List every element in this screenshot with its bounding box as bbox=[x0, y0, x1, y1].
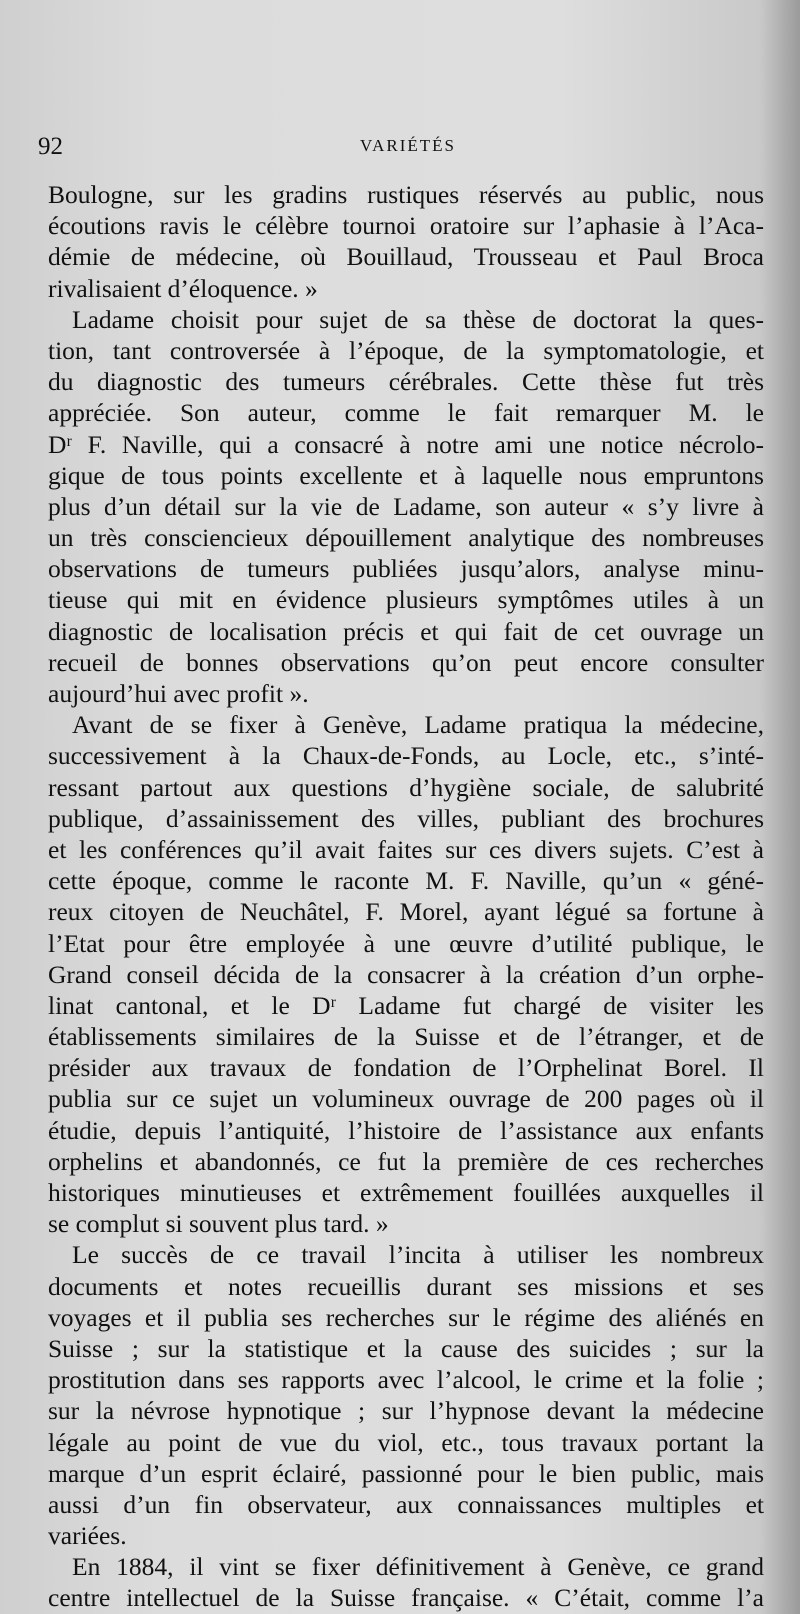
text-line: Boulogne, sur les gradins rustiques réservés au public, nous bbox=[48, 180, 764, 209]
text-line: Avant de se fixer à Genève, Ladame pratiqua la médecine, bbox=[72, 710, 764, 740]
text-line: documents et notes recueillis durant ses missions et ses bbox=[48, 1271, 764, 1301]
text-line: l’Etat pour être employée à une œuvre d’utilité publique, le bbox=[48, 928, 764, 958]
text-line: diagnostic de localisation précis et qui fait de cet ouvrage un bbox=[48, 616, 764, 646]
running-head: VARIÉTÉS bbox=[360, 136, 456, 155]
text-line: appréciée. Son auteur, comme le fait remarquer M. le bbox=[48, 398, 764, 428]
text-line: et les conférences qu’il avait faites sur ces divers sujets. C’est à bbox=[48, 834, 764, 864]
text-line: publique, d’assainissement des villes, publiant des brochures bbox=[48, 803, 764, 833]
text-line: démie de médecine, où Bouillaud, Trousseau et Paul Broca bbox=[48, 242, 764, 272]
text-line: centre intellectuel de la Suisse française. « C’était, comme l’a bbox=[48, 1583, 764, 1613]
page-number: 92 bbox=[38, 133, 63, 160]
text-line: Suisse ; sur la statistique et la cause des suicides ; sur la bbox=[48, 1333, 764, 1363]
text-line: Ladame choisit pour sujet de sa thèse de doctorat la ques- bbox=[72, 304, 764, 334]
text-line: En 1884, il vint se fixer définitivement à Genève, ce grand bbox=[72, 1552, 764, 1582]
text-line: légale au point de vue du viol, etc., tous travaux portant la bbox=[48, 1427, 764, 1457]
text-line: étudie, depuis l’antiquité, l’histoire de l’assistance aux enfants bbox=[48, 1115, 764, 1145]
page-header bbox=[38, 132, 778, 172]
body-text bbox=[48, 179, 764, 1614]
text-line: variées. bbox=[48, 1521, 127, 1551]
text-line: se complut si souvent plus tard. » bbox=[48, 1209, 389, 1239]
text-line: tieuse qui mit en évidence plusieurs symptômes utiles à un bbox=[48, 585, 764, 615]
text-line: successivement à la Chaux-de-Fonds, au Locle, etc., s’inté- bbox=[48, 741, 764, 771]
text-line: prostitution dans ses rapports avec l’alcool, le crime et la folie ; bbox=[48, 1365, 764, 1395]
text-line: présider aux travaux de fondation de l’Orphelinat Borel. Il bbox=[48, 1053, 764, 1083]
text-line: linat cantonal, et le Dʳ Ladame fut chargé de visiter les bbox=[48, 990, 764, 1020]
text-line: Grand conseil décida de la consacrer à la création d’un orphe- bbox=[48, 959, 764, 989]
text-line: cette époque, comme le raconte M. F. Naville, qu’un « géné- bbox=[48, 866, 764, 896]
text-line: du diagnostic des tumeurs cérébrales. Cette thèse fut très bbox=[48, 367, 764, 397]
text-line: tion, tant controversée à l’époque, de la symptomatologie, et bbox=[48, 335, 764, 365]
text-line: établissements similaires de la Suisse et de l’étranger, et de bbox=[48, 1022, 764, 1052]
text-line: sur la névrose hypnotique ; sur l’hypnose devant la médecine bbox=[48, 1396, 764, 1426]
text-line: orphelins et abandonnés, ce fut la première de ces recherches bbox=[48, 1146, 764, 1176]
text-line: recueil de bonnes observations qu’on peut encore consulter bbox=[48, 647, 764, 677]
text-line: reux citoyen de Neuchâtel, F. Morel, ayant légué sa fortune à bbox=[48, 897, 764, 927]
text-line: historiques minutieuses et extrêmement fouillées auxquelles il bbox=[48, 1178, 764, 1207]
text-line: marque d’un esprit éclairé, passionné pour le bien public, mais bbox=[48, 1458, 764, 1488]
text-line: rivalisaient d’éloquence. » bbox=[48, 273, 318, 303]
text-line: plus d’un détail sur la vie de Ladame, son auteur « s’y livre à bbox=[48, 491, 764, 521]
text-line: observations de tumeurs publiées jusqu’alors, analyse minu- bbox=[48, 554, 764, 584]
text-line: aujourd’hui avec profit ». bbox=[48, 679, 309, 708]
text-line: aussi d’un fin observateur, aux connaissances multiples et bbox=[48, 1489, 764, 1519]
text-line: écoutions ravis le célèbre tournoi oratoire sur l’aphasie à l’Aca- bbox=[48, 211, 764, 241]
text-line: voyages et il publia ses recherches sur le régime des aliénés en bbox=[48, 1302, 764, 1332]
text-line: ressant partout aux questions d’hygiène sociale, de salubrité bbox=[48, 772, 764, 802]
text-line: publia sur ce sujet un volumineux ouvrage de 200 pages où il bbox=[48, 1084, 764, 1114]
text-line: Le succès de ce travail l’incita à utiliser les nombreux bbox=[72, 1240, 764, 1270]
text-line: Dʳ F. Naville, qui a consacré à notre ami une notice nécrolo- bbox=[48, 429, 764, 459]
text-line: gique de tous points excellente et à laquelle nous empruntons bbox=[48, 460, 764, 490]
text-line: un très consciencieux dépouillement analytique des nombreuses bbox=[48, 523, 764, 553]
